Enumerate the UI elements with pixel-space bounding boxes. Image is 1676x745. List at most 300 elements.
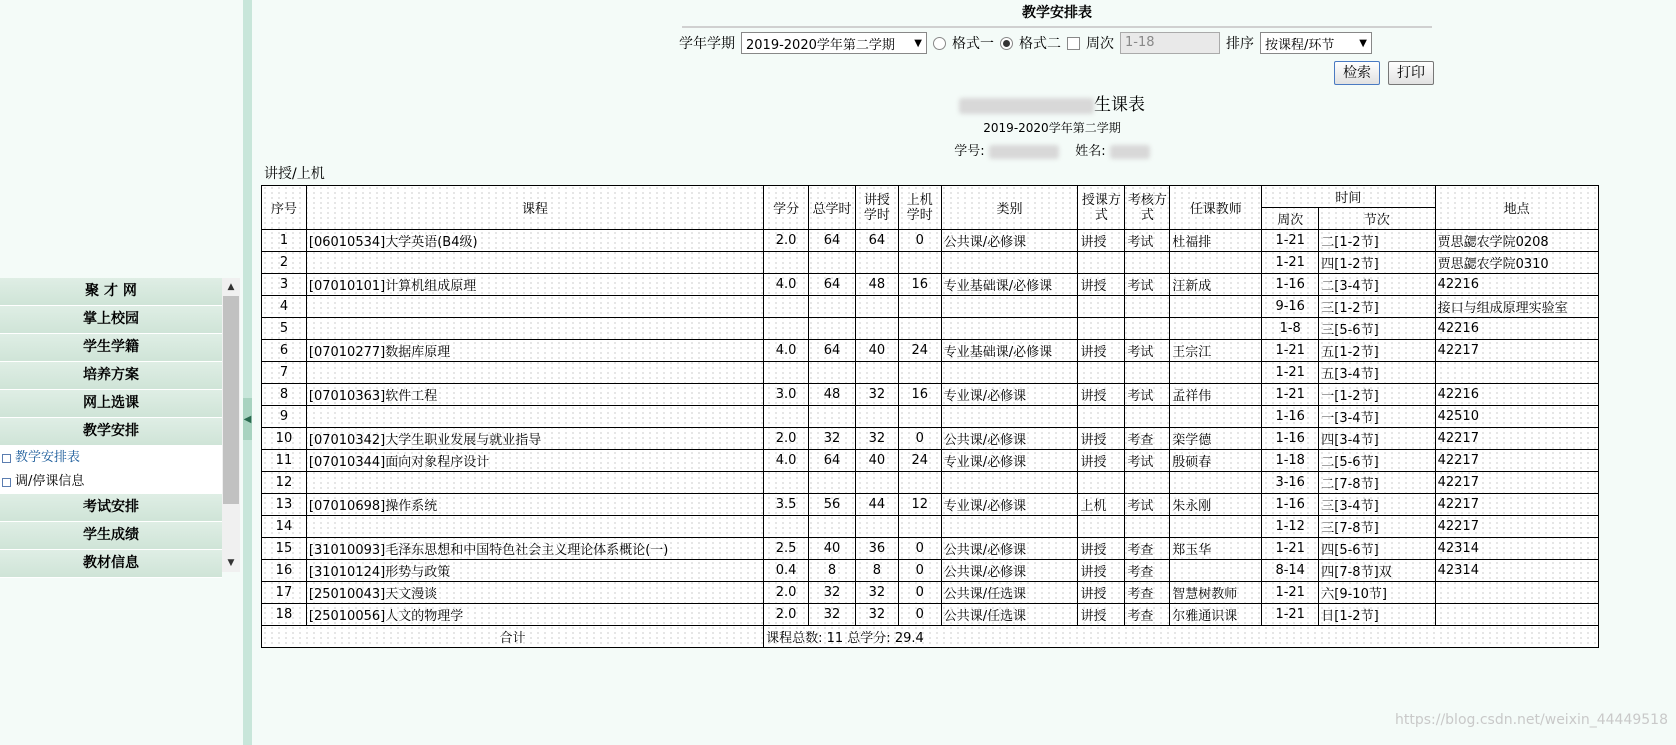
submenu-label: 调/停课信息: [15, 474, 85, 489]
nav-menu: [0, 278, 222, 578]
cell-lab-hours: [898, 516, 941, 538]
cell-lab-hours: 0: [898, 538, 941, 560]
cell-teacher: [1170, 560, 1262, 582]
cell-seq: 12: [262, 472, 307, 494]
cell-course: [306, 472, 763, 494]
cell-credit: [764, 472, 809, 494]
sort-label: 排序: [1226, 36, 1254, 52]
cell-lab-hours: 16: [898, 274, 941, 296]
total-summary: 课程总数: 11 总学分: 29.4: [764, 626, 1599, 648]
cell-week: 1-21: [1262, 538, 1319, 560]
cell-lecture-hours: [855, 472, 898, 494]
cell-seq: 8: [262, 384, 307, 406]
scroll-track[interactable]: [222, 504, 240, 554]
cell-teacher: [1170, 318, 1262, 340]
menu-item-exams[interactable]: 考试安排: [0, 494, 222, 522]
cell-exam-mode: [1125, 362, 1170, 384]
menu-item-training-plan[interactable]: 培养方案: [0, 362, 222, 390]
cell-credit: [764, 406, 809, 428]
scroll-up-arrow-icon[interactable]: ▲: [227, 282, 235, 292]
chevron-down-icon: ▼: [1359, 37, 1367, 49]
cell-section: 五[1-2节]: [1319, 340, 1435, 362]
page-title: 教学安排表: [682, 2, 1432, 28]
scroll-thumb[interactable]: [223, 296, 239, 504]
cell-teacher: 汪新成: [1170, 274, 1262, 296]
format1-label: 格式一: [952, 36, 994, 52]
cell-lecture-hours: 40: [855, 340, 898, 362]
cell-week: 1-21: [1262, 252, 1319, 274]
cell-credit: 4.0: [764, 450, 809, 472]
cell-lab-hours: [898, 472, 941, 494]
cell-exam-mode: 考查: [1125, 538, 1170, 560]
cell-course: [306, 406, 763, 428]
cell-teacher: 杜福排: [1170, 230, 1262, 252]
cell-total-hours: [809, 472, 856, 494]
cell-lecture-hours: 48: [855, 274, 898, 296]
header-lecture-hours: 讲授学时: [855, 186, 898, 230]
cell-teach-mode: 讲授: [1078, 450, 1125, 472]
cell-week: 1-21: [1262, 230, 1319, 252]
cell-teach-mode: [1078, 318, 1125, 340]
cell-credit: 2.0: [764, 428, 809, 450]
sidebar: [0, 0, 245, 745]
collapse-sidebar-icon[interactable]: ◀: [243, 398, 252, 440]
table-row: [262, 428, 1599, 450]
cell-teach-mode: 讲授: [1078, 274, 1125, 296]
cell-credit: [764, 516, 809, 538]
cell-category: [941, 318, 1078, 340]
cell-course: [306, 318, 763, 340]
cell-week: 1-16: [1262, 494, 1319, 516]
cell-category: 专业课/必修课: [941, 450, 1078, 472]
cell-section: 三[1-2节]: [1319, 296, 1435, 318]
cell-exam-mode: [1125, 516, 1170, 538]
cell-location: 42216: [1435, 318, 1598, 340]
cell-teacher: [1170, 362, 1262, 384]
cell-credit: [764, 296, 809, 318]
cell-lecture-hours: 32: [855, 384, 898, 406]
cell-exam-mode: [1125, 252, 1170, 274]
cell-exam-mode: [1125, 296, 1170, 318]
cell-lecture-hours: 44: [855, 494, 898, 516]
cell-exam-mode: 考试: [1125, 230, 1170, 252]
cell-seq: 4: [262, 296, 307, 318]
cell-lab-hours: 24: [898, 340, 941, 362]
redacted-name-blur: [1110, 145, 1150, 159]
header-lab-hours: 上机学时: [898, 186, 941, 230]
cell-week: 1-21: [1262, 582, 1319, 604]
cell-seq: 14: [262, 516, 307, 538]
submenu-item-class-changes[interactable]: [0, 470, 222, 494]
table-row: [262, 318, 1599, 340]
cell-total-hours: 64: [809, 450, 856, 472]
cell-location: 42216: [1435, 274, 1598, 296]
cell-week: 1-18: [1262, 450, 1319, 472]
table-row: [262, 582, 1599, 604]
cell-exam-mode: 考试: [1125, 274, 1170, 296]
cell-teacher: 殷硕春: [1170, 450, 1262, 472]
cell-section: 四[3-4节]: [1319, 428, 1435, 450]
schedule-table: [261, 185, 1599, 648]
cell-lab-hours: 0: [898, 582, 941, 604]
term-select-value: 2019-2020学年第二学期: [746, 37, 895, 53]
cell-location: [1435, 604, 1598, 626]
cell-credit: [764, 362, 809, 384]
cell-section: 四[7-8节]双: [1319, 560, 1435, 582]
cell-exam-mode: [1125, 318, 1170, 340]
cell-teach-mode: [1078, 296, 1125, 318]
cell-total-hours: 32: [809, 604, 856, 626]
cell-section: 四[1-2节]: [1319, 252, 1435, 274]
cell-category: [941, 296, 1078, 318]
cell-total-hours: 48: [809, 384, 856, 406]
cell-teach-mode: 讲授: [1078, 230, 1125, 252]
schedule-title-suffix: 生课表: [1094, 95, 1145, 115]
table-row: [262, 362, 1599, 384]
cell-location: 42217: [1435, 494, 1598, 516]
table-row: [262, 494, 1599, 516]
cell-teach-mode: 讲授: [1078, 560, 1125, 582]
cell-location: 贾思勰农学院0208: [1435, 230, 1598, 252]
cell-category: 公共课/必修课: [941, 230, 1078, 252]
cell-location: 接口与组成原理实验室: [1435, 296, 1598, 318]
submenu-item-schedule[interactable]: [0, 446, 222, 470]
cell-course: [306, 252, 763, 274]
cell-section: 三[3-4节]: [1319, 494, 1435, 516]
header-teach-mode: 授课方式: [1078, 186, 1125, 230]
cell-teacher: 郑玉华: [1170, 538, 1262, 560]
cell-teach-mode: [1078, 516, 1125, 538]
cell-location: 42217: [1435, 472, 1598, 494]
watermark: https://blog.csdn.net/weixin_44449518: [1394, 712, 1668, 728]
cell-course: [306, 362, 763, 384]
cell-exam-mode: 考试: [1125, 340, 1170, 362]
cell-teacher: [1170, 406, 1262, 428]
cell-exam-mode: 考查: [1125, 428, 1170, 450]
cell-course: [25010043]天文漫谈: [306, 582, 763, 604]
cell-section: 一[1-2节]: [1319, 384, 1435, 406]
cell-section: 二[5-6节]: [1319, 450, 1435, 472]
cell-week: 1-16: [1262, 274, 1319, 296]
cell-week: 1-21: [1262, 340, 1319, 362]
cell-teacher: [1170, 296, 1262, 318]
print-button[interactable]: 打印: [1388, 61, 1434, 85]
header-location: 地点: [1435, 186, 1598, 230]
cell-category: [941, 406, 1078, 428]
cell-seq: 1: [262, 230, 307, 252]
cell-week: 1-8: [1262, 318, 1319, 340]
search-button[interactable]: 检索: [1334, 61, 1380, 85]
cell-course: [31010124]形势与政策: [306, 560, 763, 582]
cell-lecture-hours: [855, 516, 898, 538]
cell-week: 1-16: [1262, 428, 1319, 450]
table-row: [262, 274, 1599, 296]
week-label: 周次: [1086, 36, 1114, 52]
cell-category: [941, 472, 1078, 494]
cell-seq: 6: [262, 340, 307, 362]
table-row: [262, 384, 1599, 406]
cell-location: [1435, 582, 1598, 604]
cell-location: 42314: [1435, 538, 1598, 560]
cell-week: 1-21: [1262, 604, 1319, 626]
header-category: 类别: [941, 186, 1078, 230]
cell-total-hours: 32: [809, 582, 856, 604]
cell-category: 公共课/必修课: [941, 538, 1078, 560]
table-row: [262, 340, 1599, 362]
cell-lecture-hours: [855, 406, 898, 428]
cell-total-hours: 40: [809, 538, 856, 560]
menu-item-student-status[interactable]: 学生学籍: [0, 334, 222, 362]
term-label: 学年学期: [679, 36, 735, 52]
student-info: [952, 140, 1152, 159]
student-name-label: 姓名:: [1075, 144, 1106, 159]
table-header-row: [262, 186, 1599, 208]
header-week: 周次: [1262, 208, 1319, 230]
cell-exam-mode: 考试: [1125, 384, 1170, 406]
cell-lab-hours: [898, 252, 941, 274]
cell-section: 二[1-2节]: [1319, 230, 1435, 252]
cell-course: [306, 296, 763, 318]
table-row: [262, 604, 1599, 626]
cell-teach-mode: [1078, 362, 1125, 384]
cell-seq: 5: [262, 318, 307, 340]
menu-item-grades[interactable]: 学生成绩: [0, 522, 222, 550]
cell-lecture-hours: 32: [855, 582, 898, 604]
chevron-down-icon: ▼: [914, 37, 922, 49]
schedule-title: [952, 90, 1152, 115]
cell-teacher: 朱永刚: [1170, 494, 1262, 516]
table-row: [262, 406, 1599, 428]
cell-location: 42217: [1435, 450, 1598, 472]
cell-credit: 2.5: [764, 538, 809, 560]
cell-lab-hours: 0: [898, 428, 941, 450]
cell-credit: 3.0: [764, 384, 809, 406]
cell-total-hours: [809, 252, 856, 274]
tree-node-icon: [2, 478, 11, 487]
cell-section: 六[9-10节]: [1319, 582, 1435, 604]
cell-seq: 15: [262, 538, 307, 560]
cell-teacher: 尔雅通识课: [1170, 604, 1262, 626]
cell-lecture-hours: [855, 318, 898, 340]
cell-lab-hours: 24: [898, 450, 941, 472]
cell-total-hours: 64: [809, 340, 856, 362]
cell-total-hours: [809, 362, 856, 384]
cell-total-hours: 32: [809, 428, 856, 450]
cell-lab-hours: 16: [898, 384, 941, 406]
cell-section: 一[3-4节]: [1319, 406, 1435, 428]
cell-lecture-hours: 32: [855, 604, 898, 626]
cell-lab-hours: 12: [898, 494, 941, 516]
frame-divider[interactable]: [243, 0, 252, 745]
cell-week: 1-21: [1262, 384, 1319, 406]
table-row: [262, 450, 1599, 472]
cell-teacher: 栾学德: [1170, 428, 1262, 450]
cell-section: 二[7-8节]: [1319, 472, 1435, 494]
cell-credit: 2.0: [764, 582, 809, 604]
cell-exam-mode: 考试: [1125, 450, 1170, 472]
cell-location: 42217: [1435, 428, 1598, 450]
cell-credit: 2.0: [764, 604, 809, 626]
cell-teach-mode: [1078, 472, 1125, 494]
cell-teach-mode: 讲授: [1078, 538, 1125, 560]
sidebar-scrollbar[interactable]: [222, 278, 240, 572]
term-select[interactable]: [741, 32, 927, 54]
table-row: [262, 560, 1599, 582]
sort-select[interactable]: [1260, 32, 1372, 54]
cell-seq: 17: [262, 582, 307, 604]
cell-total-hours: 8: [809, 560, 856, 582]
header-section: 节次: [1319, 208, 1435, 230]
cell-week: 1-21: [1262, 362, 1319, 384]
menu-item-textbooks[interactable]: 教材信息: [0, 550, 222, 578]
menu-item-teaching-arrangement[interactable]: 教学安排: [0, 418, 222, 446]
filter-bar: [679, 32, 1372, 54]
menu-item-course-selection[interactable]: 网上选课: [0, 390, 222, 418]
cell-teach-mode: 讲授: [1078, 384, 1125, 406]
cell-teacher: [1170, 252, 1262, 274]
header-exam-mode: 考核方式: [1125, 186, 1170, 230]
cell-category: [941, 516, 1078, 538]
total-row: [262, 626, 1599, 648]
cell-exam-mode: 考查: [1125, 582, 1170, 604]
table-row: [262, 252, 1599, 274]
header-course: 课程: [306, 186, 763, 230]
format1-radio[interactable]: [933, 37, 946, 50]
week-checkbox[interactable]: [1067, 37, 1080, 50]
cell-total-hours: 64: [809, 230, 856, 252]
total-label: 合计: [262, 626, 764, 648]
cell-category: 专业课/必修课: [941, 384, 1078, 406]
table-row: [262, 296, 1599, 318]
cell-total-hours: 64: [809, 274, 856, 296]
cell-category: 公共课/必修课: [941, 560, 1078, 582]
cell-lecture-hours: [855, 362, 898, 384]
cell-teach-mode: 讲授: [1078, 340, 1125, 362]
cell-exam-mode: 考查: [1125, 560, 1170, 582]
cell-category: 公共课/任选课: [941, 604, 1078, 626]
schedule-title-block: [952, 90, 1152, 159]
format2-label: 格式二: [1019, 36, 1061, 52]
cell-week: 8-14: [1262, 560, 1319, 582]
week-input[interactable]: 1-18: [1120, 32, 1220, 54]
cell-teacher: [1170, 516, 1262, 538]
cell-seq: 9: [262, 406, 307, 428]
cell-lab-hours: [898, 362, 941, 384]
table-row: [262, 230, 1599, 252]
cell-lecture-hours: 8: [855, 560, 898, 582]
cell-course: [07010344]面向对象程序设计: [306, 450, 763, 472]
cell-course: [07010698]操作系统: [306, 494, 763, 516]
cell-lab-hours: [898, 406, 941, 428]
cell-course: [06010534]大学英语(B4级): [306, 230, 763, 252]
cell-teach-mode: 上机: [1078, 494, 1125, 516]
student-id-label: 学号:: [954, 144, 985, 159]
menu-item-campus[interactable]: 掌上校园: [0, 306, 222, 334]
cell-location: 42217: [1435, 340, 1598, 362]
cell-category: 公共课/任选课: [941, 582, 1078, 604]
cell-category: 专业课/必修课: [941, 494, 1078, 516]
cell-week: 9-16: [1262, 296, 1319, 318]
table-row: [262, 472, 1599, 494]
cell-total-hours: 56: [809, 494, 856, 516]
header-time: 时间: [1262, 186, 1435, 208]
cell-category: [941, 252, 1078, 274]
header-total-hours: 总学时: [809, 186, 856, 230]
cell-week: 3-16: [1262, 472, 1319, 494]
cell-lecture-hours: 36: [855, 538, 898, 560]
cell-category: 公共课/必修课: [941, 428, 1078, 450]
cell-seq: 2: [262, 252, 307, 274]
cell-exam-mode: [1125, 406, 1170, 428]
cell-section: 日[1-2节]: [1319, 604, 1435, 626]
cell-section: 五[3-4节]: [1319, 362, 1435, 384]
cell-location: 42314: [1435, 560, 1598, 582]
cell-location: [1435, 362, 1598, 384]
main-content: [252, 0, 1676, 745]
table-body: [262, 230, 1599, 626]
cell-course: [07010342]大学生职业发展与就业指导: [306, 428, 763, 450]
cell-course: [306, 516, 763, 538]
cell-seq: 16: [262, 560, 307, 582]
cell-week: 1-16: [1262, 406, 1319, 428]
header-credit: 学分: [764, 186, 809, 230]
cell-total-hours: [809, 406, 856, 428]
format2-radio[interactable]: [1000, 37, 1013, 50]
submenu-label: 教学安排表: [15, 450, 81, 465]
cell-course: [31010093]毛泽东思想和中国特色社会主义理论体系概论(一): [306, 538, 763, 560]
menu-item-jucaiwang[interactable]: 聚 才 网: [0, 278, 222, 306]
cell-teach-mode: [1078, 252, 1125, 274]
cell-location: 42217: [1435, 516, 1598, 538]
cell-credit: [764, 252, 809, 274]
cell-lecture-hours: [855, 296, 898, 318]
cell-teacher: 孟祥伟: [1170, 384, 1262, 406]
cell-teach-mode: 讲授: [1078, 604, 1125, 626]
cell-section: 四[5-6节]: [1319, 538, 1435, 560]
cell-lab-hours: [898, 318, 941, 340]
cell-location: 42510: [1435, 406, 1598, 428]
cell-lab-hours: 0: [898, 604, 941, 626]
table-row: [262, 538, 1599, 560]
cell-seq: 11: [262, 450, 307, 472]
cell-location: 42216: [1435, 384, 1598, 406]
cell-course: [07010101]计算机组成原理: [306, 274, 763, 296]
cell-credit: 4.0: [764, 274, 809, 296]
cell-teach-mode: 讲授: [1078, 428, 1125, 450]
cell-section: 三[7-8节]: [1319, 516, 1435, 538]
cell-teacher: [1170, 472, 1262, 494]
cell-lecture-hours: 40: [855, 450, 898, 472]
scroll-down-arrow-icon[interactable]: ▼: [227, 558, 235, 568]
cell-lab-hours: 0: [898, 560, 941, 582]
cell-week: 1-12: [1262, 516, 1319, 538]
sort-select-value: 按课程/环节: [1265, 37, 1335, 53]
cell-lecture-hours: 32: [855, 428, 898, 450]
cell-section: 二[3-4节]: [1319, 274, 1435, 296]
table-row: [262, 516, 1599, 538]
cell-exam-mode: [1125, 472, 1170, 494]
cell-teacher: 王宗江: [1170, 340, 1262, 362]
cell-course: [07010363]软件工程: [306, 384, 763, 406]
cell-seq: 7: [262, 362, 307, 384]
cell-lab-hours: [898, 296, 941, 318]
cell-seq: 10: [262, 428, 307, 450]
cell-location: 贾思勰农学院0310: [1435, 252, 1598, 274]
cell-total-hours: [809, 318, 856, 340]
cell-credit: 2.0: [764, 230, 809, 252]
header-seq: 序号: [262, 186, 307, 230]
cell-category: [941, 362, 1078, 384]
